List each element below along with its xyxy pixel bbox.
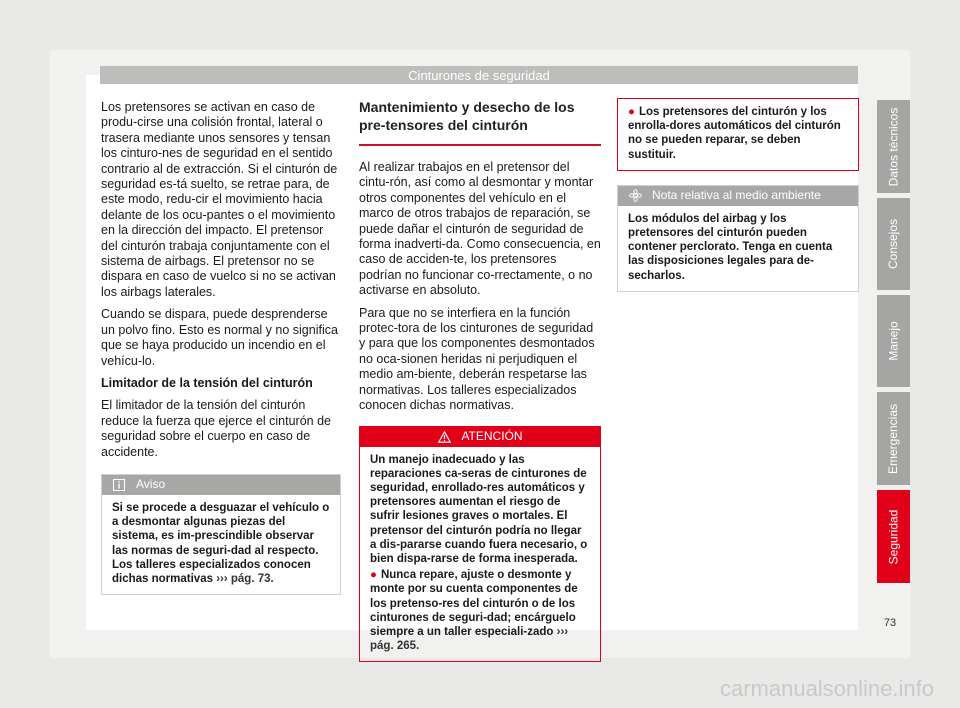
page-number: 73 bbox=[883, 617, 897, 629]
bullet-icon: ● bbox=[628, 106, 635, 118]
watermark: carmanualsonline.info bbox=[719, 676, 934, 701]
aviso-body bbox=[102, 495, 340, 594]
atencion-bullet-2-text: Los pretensores del cinturón y los enrolla-dores automáticos del cinturón no se pueden reparar, se deben sustituir. bbox=[628, 106, 841, 161]
nota-header bbox=[618, 186, 858, 206]
tab-datos-tecnicos[interactable] bbox=[877, 100, 910, 193]
paragraph-polvo: Cuando se dispara, puede desprenderse un polvo fino. Esto es normal y no significa que se haya producido un incendio en el vehícu-lo. bbox=[101, 307, 338, 368]
bullet-icon: ● bbox=[370, 569, 377, 582]
atencion-label: ATENCIÓN bbox=[461, 428, 523, 443]
paragraph-trabajos: Al realizar trabajos en el pretensor del cintu-rón, así como al desmontar y montar otros componentes del vehículo en el marco de otros trabajos de reparación, se puede dañar el cinturón de seguridad de forma inadverti-da. Como consecuencia, en caso de acciden-te, los pretensores podrían no funcionar co-rrectamente, o no activarse en absoluto. bbox=[359, 160, 601, 298]
tab-manejo[interactable] bbox=[877, 295, 910, 387]
atencion-page-link[interactable]: ››› pág. 265. bbox=[370, 625, 569, 653]
atencion-body bbox=[360, 447, 600, 662]
column-right bbox=[617, 98, 859, 292]
tab-label: Seguridad bbox=[886, 509, 901, 564]
page-header-title: Cinturones de seguridad bbox=[408, 67, 550, 83]
atencion-text: Un manejo inadecuado y las reparaciones ca-seras de cinturones de seguridad, enrollado-res automáticos y pretensores aumentan el riesgo de sufrir lesiones graves o mortales. El pretensor del cinturón podría no llegar a dis-pararse cuando fuera necesario, o bien dispa-rarse de forma inesperada. bbox=[370, 453, 588, 565]
tab-seguridad[interactable] bbox=[877, 490, 910, 583]
tab-label: Manejo bbox=[886, 321, 901, 361]
paragraph-limitador: El limitador de la tensión del cinturón reduce la fuerza que ejerce el cinturón de seguridad sobre el cuerpo en caso de accidente. bbox=[101, 398, 332, 459]
nota-box bbox=[617, 185, 859, 292]
environment-icon bbox=[628, 189, 642, 202]
atencion-bullet bbox=[370, 568, 590, 653]
paragraph-pretensores: Los pretensores se activan en caso de produ-cirse una colisión frontal, lateral o trasera mediante unos sensores y tensan los cinturo-nes de seguridad en el sentido contrario al de extracción. Si el cinturón de seguridad es-tá suelto, se retrae para, de este modo, redu-cir el movimiento hacia delante de los ocu-pantes o el movimiento en la dirección del impacto. El pretensor del cinturón trabaja conjuntamente con el sistema de airbags. El pretensor no se dispara en caso de vuelco si no se activan los airbags laterales. bbox=[101, 100, 338, 299]
nota-body bbox=[618, 206, 858, 291]
nota-text: Los módulos del airbag y los pretensores del cinturón pueden contener perclorato. Tenga en cuenta las disposiciones legales para de-secharlos. bbox=[628, 212, 833, 282]
tab-emergencias[interactable] bbox=[877, 392, 910, 485]
heading-limitador: Limitador de la tensión del cinturón bbox=[101, 375, 313, 390]
aviso-page-link[interactable]: ››› pág. 73. bbox=[216, 572, 274, 585]
warning-icon bbox=[437, 431, 451, 443]
paragraph-normativas: Para que no se interfiera en la función protec-tora de los cinturones de seguridad y para que los componentes desmontados no oca-sionen heridas ni perjudiquen el medio am-biente, deberán respetarse las normativas. Los talleres especializados conocen dichas normativas. bbox=[359, 305, 595, 413]
tab-consejos[interactable] bbox=[877, 198, 910, 290]
info-icon bbox=[112, 479, 126, 491]
aviso-box bbox=[101, 474, 341, 595]
aviso-label: Aviso bbox=[136, 477, 166, 492]
aviso-header bbox=[102, 475, 340, 495]
column-middle bbox=[359, 98, 601, 662]
aviso-text: Si se procede a desguazar el vehículo o a desmontar algunas piezas del sistema, es im-prescindible observar las normas de seguri-dad al respecto. Los talleres especializados conocen dichas normativas bbox=[112, 501, 330, 585]
atencion-continued-box bbox=[617, 98, 859, 171]
atencion-header bbox=[360, 427, 600, 447]
page-header bbox=[100, 66, 858, 84]
tab-label: Emergencias bbox=[886, 403, 901, 474]
nota-label: Nota relativa al medio ambiente bbox=[652, 188, 821, 203]
atencion-box bbox=[359, 426, 601, 663]
tab-label: Datos técnicos bbox=[886, 107, 901, 186]
tab-label: Consejos bbox=[886, 218, 901, 270]
atencion-bullet-text: Nunca repare, ajuste o desmonte y monte por su cuenta componentes de los pretenso-res del cinturón o de los cinturones de seguri-dad; encárguelo siempre a un taller especiali-zado bbox=[370, 569, 578, 638]
section-title: Mantenimiento y desecho de los pre-tensores del cinturón bbox=[359, 98, 601, 146]
column-left bbox=[101, 100, 341, 595]
